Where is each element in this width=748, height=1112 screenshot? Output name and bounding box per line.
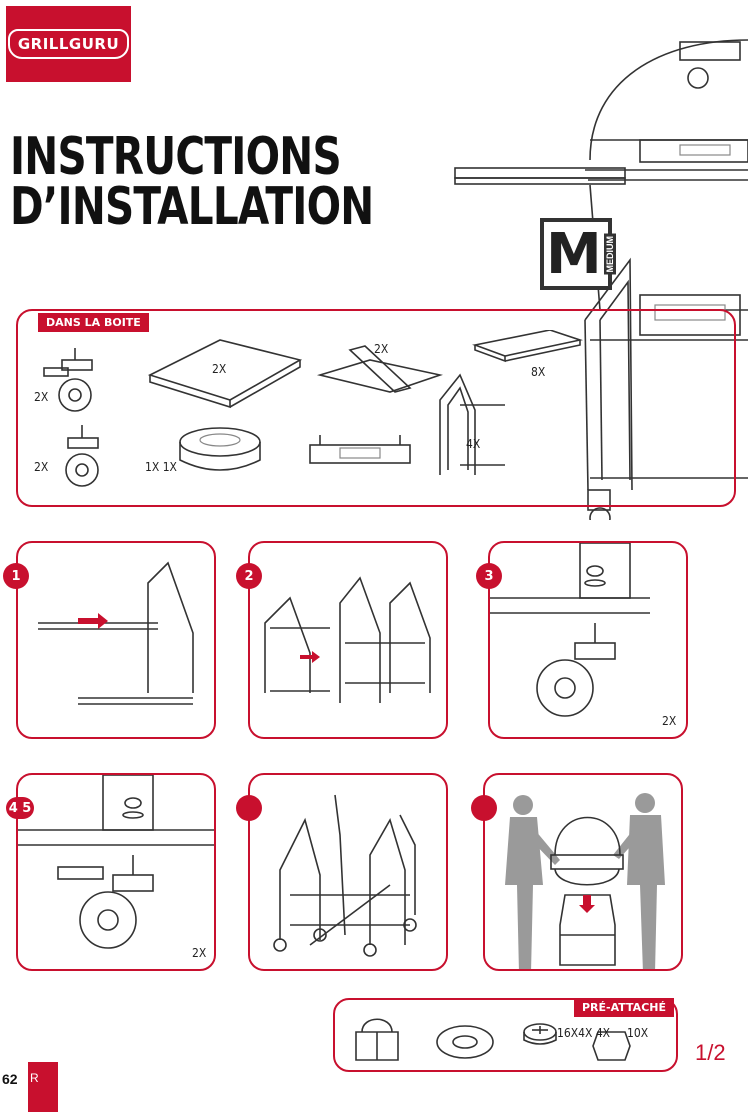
pre-attached-qty-bolts: 16X4X 4X <box>557 1026 611 1040</box>
step-2-illustration <box>250 543 448 739</box>
leg-frame-icon <box>440 375 505 475</box>
page-title <box>10 127 374 237</box>
board-icon <box>475 330 580 361</box>
size-label: MEDIUM <box>604 235 615 273</box>
step-5-illustration <box>250 775 448 971</box>
caster-locking-icon <box>44 348 92 411</box>
step-1-panel <box>16 541 216 739</box>
qty-caster-plain: 2X <box>34 460 49 474</box>
qty-shelf: 2X <box>212 362 227 376</box>
in-the-box-label: DANS LA BOITE <box>38 313 149 332</box>
brand-logo <box>6 6 131 82</box>
washer-icon <box>437 1026 493 1058</box>
step-6-number <box>471 795 497 821</box>
step-2-number: 2 <box>236 563 262 589</box>
page-number: 62 <box>2 1071 18 1087</box>
qty-leg-frame: 4X <box>466 437 481 451</box>
brand-logo-text: GRILLGURU <box>8 29 129 59</box>
title-line-2: D’INSTALLATION <box>10 177 374 237</box>
size-badge <box>540 218 615 290</box>
step-3-panel <box>488 541 688 739</box>
handle-bracket-icon <box>310 435 410 463</box>
step-5-panel <box>248 773 448 971</box>
qty-ash-tray: 1X 1X <box>145 460 177 474</box>
bolt-icon <box>524 1024 556 1044</box>
step-3-illustration <box>490 543 688 739</box>
step-6-panel <box>483 773 683 971</box>
pre-attached-hardware <box>340 1010 640 1070</box>
pre-attached-qty-nuts: 10X <box>627 1026 649 1040</box>
step-6-illustration <box>485 775 683 971</box>
step-1-number: 1 <box>3 563 29 589</box>
in-the-box-parts <box>20 330 610 500</box>
page-fraction: 1/2 <box>695 1040 726 1065</box>
ash-tray-icon <box>180 428 260 470</box>
step-4-illustration <box>18 775 216 971</box>
language-tab: R <box>28 1062 58 1112</box>
step-3-qty: 2X <box>662 714 677 728</box>
step-2-panel <box>248 541 448 739</box>
step-4-panel <box>16 773 216 971</box>
caster-plain-icon <box>66 425 98 486</box>
qty-board: 8X <box>531 365 546 379</box>
step-4-qty: 2X <box>192 946 207 960</box>
step-3-number: 3 <box>476 563 502 589</box>
step-5-number <box>236 795 262 821</box>
size-letter: M <box>546 221 602 287</box>
qty-caster-locking: 2X <box>34 390 49 404</box>
qty-cross-brace: 2X <box>374 342 389 356</box>
step-4-number: 4 5 <box>6 797 34 819</box>
title-line-1: INSTRUCTIONS <box>10 127 341 187</box>
pre-attached-label: PRÉ-ATTACHÉ <box>574 998 674 1017</box>
cap-nut-icon <box>356 1019 398 1060</box>
step-1-illustration <box>18 543 216 739</box>
